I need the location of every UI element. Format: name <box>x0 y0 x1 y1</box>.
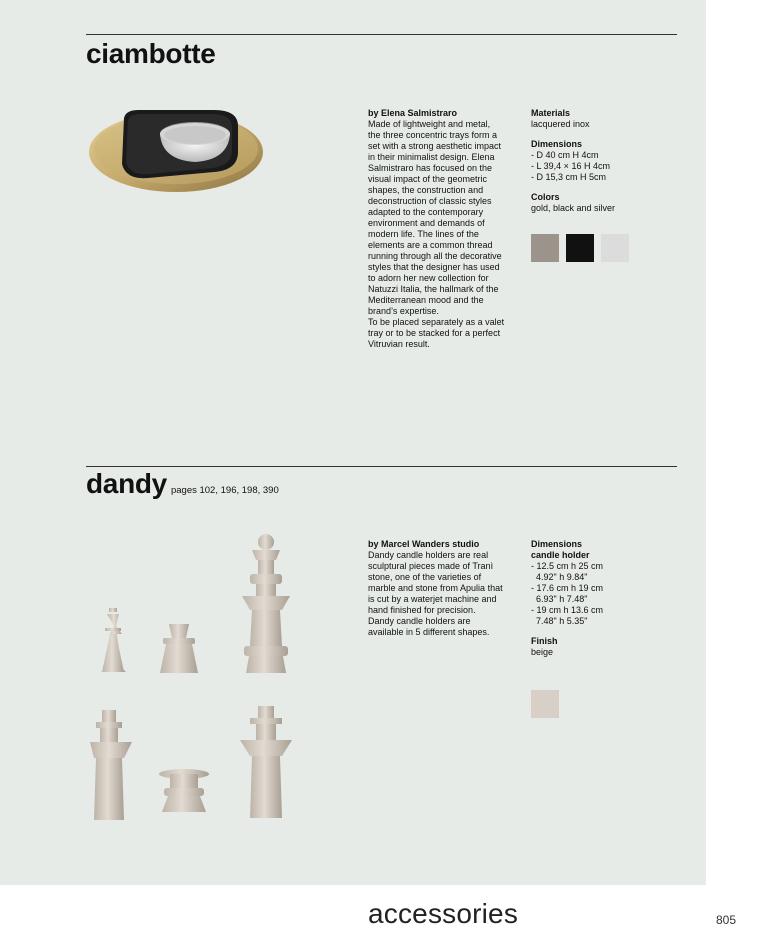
text-line: - D 15,3 cm H 5cm <box>531 172 607 182</box>
text-line: environment and demands of <box>368 218 485 228</box>
ciambotte-description-column <box>368 108 518 350</box>
materials-value: lacquered inox <box>531 119 590 129</box>
text-line: 7.48" h 5.35" <box>536 616 588 626</box>
gold-color-swatch <box>531 234 559 262</box>
colors-value: gold, black and silver <box>531 203 616 213</box>
text-line: to adorn her new collection for <box>368 273 489 283</box>
text-line: - D 40 cm H 4cm <box>531 150 599 160</box>
finish-label: Finish <box>531 636 558 646</box>
finish-value: beige <box>531 647 554 657</box>
text-line: adapted to the contemporary <box>368 207 484 217</box>
text-line: elements are a common thread <box>368 240 493 250</box>
text-line: Mediterranean mood and the <box>368 295 484 305</box>
colors-label: Colors <box>531 192 560 202</box>
section-title-text: dandy <box>86 468 167 499</box>
text-line: - L 39,4 × 16 H 4cm <box>531 161 610 171</box>
silver-color-swatch <box>601 234 629 262</box>
dimensions-list <box>531 150 671 183</box>
text-line: hand finished for precision. <box>368 605 476 615</box>
text-line: styles that the designer has used <box>368 262 500 272</box>
designer-credit: by Marcel Wanders studio <box>368 539 480 549</box>
beige-finish-swatch <box>531 690 559 718</box>
text-line: Salmistraro has focused on the <box>368 163 493 173</box>
text-line: Natuzzi Italia, the hallmark of the <box>368 284 499 294</box>
section-rule <box>86 466 677 467</box>
text-line: To be placed separately as a valet <box>368 317 505 327</box>
section-rule <box>86 34 677 35</box>
text-line: - 17.6 cm h 19 cm <box>531 583 604 593</box>
text-line: in their minimalist design. Elena <box>368 152 495 162</box>
text-line: sculptural pieces made of Tranì <box>368 561 494 571</box>
text-line: marble and stone from Apulia that <box>368 583 503 593</box>
product-description <box>368 550 518 638</box>
dandy-description-column <box>368 539 518 638</box>
materials-label: Materials <box>531 108 571 118</box>
text-line: Made of lightweight and metal, <box>368 119 491 129</box>
dimensions-sublabel: candle holder <box>531 550 590 560</box>
product-description <box>368 119 518 350</box>
section-title: ciambotte <box>86 38 216 69</box>
text-line: available in 5 different shapes. <box>368 627 490 637</box>
dandy-specs-column <box>531 539 671 658</box>
ciambotte-trays-image <box>86 104 266 196</box>
text-line: Dandy candle holders are <box>368 616 471 626</box>
text-line: 4.92" h 9.84" <box>536 572 588 582</box>
dandy-candle-holders-image <box>86 530 301 825</box>
dimensions-label: Dimensions <box>531 139 583 149</box>
text-line: stone, one of the varieties of <box>368 572 482 582</box>
text-line: 6.93" h 7.48" <box>536 594 588 604</box>
text-line: running through all the decorative <box>368 251 502 261</box>
black-color-swatch <box>566 234 594 262</box>
text-line: deconstruction of classic styles <box>368 196 492 206</box>
text-line: set with a strong aesthetic impact <box>368 141 502 151</box>
text-line: - 19 cm h 13.6 cm <box>531 605 604 615</box>
text-line: Dandy candle holders are real <box>368 550 489 560</box>
page-number: 805 <box>716 913 737 927</box>
text-line: Vitruvian result. <box>368 339 430 349</box>
ciambotte-specs-column <box>531 108 671 214</box>
page-references: pages 102, 196, 198, 390 <box>170 485 279 496</box>
text-line: brand’s expertise. <box>368 306 439 316</box>
text-line: modern life. The lines of the <box>368 229 479 239</box>
section-title <box>86 470 279 498</box>
designer-credit: by Elena Salmistraro <box>368 108 458 118</box>
text-line: - 12.5 cm h 25 cm <box>531 561 604 571</box>
text-line: visual impact of the geometric <box>368 174 488 184</box>
dimensions-label: Dimensions <box>531 539 583 549</box>
dimensions-list <box>531 561 671 627</box>
category-title: accessories <box>368 898 519 929</box>
text-line: the three concentric trays form a <box>368 130 498 140</box>
text-line: is cut by a waterjet machine and <box>368 594 497 604</box>
text-line: shapes, the construction and <box>368 185 484 195</box>
text-line: tray or to be stacked for a perfect <box>368 328 501 338</box>
